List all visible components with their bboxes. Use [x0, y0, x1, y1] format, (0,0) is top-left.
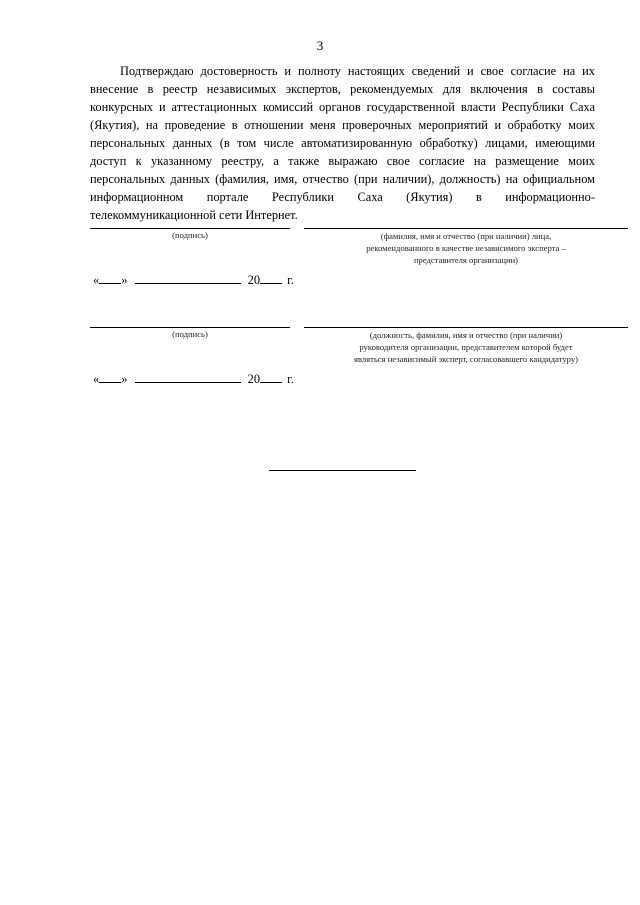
name-caption-line: рекомендованного в качестве независимого эксперта – [366, 243, 566, 253]
end-of-document-rule [269, 470, 416, 471]
close-quote: » [121, 372, 128, 386]
name-line[interactable] [304, 327, 628, 328]
name-caption [304, 329, 628, 365]
year-suffix: г. [287, 372, 294, 386]
signature-line[interactable] [90, 228, 290, 229]
month-blank[interactable] [135, 272, 241, 284]
name-caption-line: являться независимый эксперт, согласовавшего кандидатуру) [353, 354, 579, 364]
name-line[interactable] [304, 228, 628, 229]
name-caption-line: (фамилия, имя и отчество (при наличии) лица, [380, 231, 552, 241]
year-prefix: 20 [247, 273, 261, 287]
page-number: 3 [316, 38, 324, 53]
year-suffix: г. [287, 273, 294, 287]
name-caption-line: представителя организации) [413, 255, 519, 265]
signature-block-head [90, 327, 630, 367]
signature-line[interactable] [90, 327, 290, 328]
name-caption [304, 230, 628, 266]
name-caption-line: руководителя организации, представителем которой будет [359, 342, 573, 352]
close-quote: » [121, 273, 128, 287]
year-blank[interactable] [260, 272, 282, 284]
day-blank[interactable] [99, 272, 121, 284]
signature-block-applicant [90, 228, 630, 268]
signature-caption: (подпись) [172, 230, 208, 240]
day-blank[interactable] [99, 371, 121, 383]
month-blank[interactable] [135, 371, 241, 383]
name-caption-line: (должность, фамилия, имя и отчество (при наличии) [369, 330, 563, 340]
year-blank[interactable] [260, 371, 282, 383]
date-row-head [93, 371, 294, 386]
date-row-applicant [93, 272, 294, 287]
open-quote: « [93, 273, 100, 287]
year-prefix: 20 [247, 372, 261, 386]
consent-paragraph: Подтверждаю достоверность и полноту настоящих сведений и свое согласие на их внесение в реестр независимых экспертов, рекомендуемых для включения в составы конкурсных и аттестационных комиссий органов государственной власти Республики Саха (Якутия), на проведение в отношении меня проверочных мероприятий и обработку моих персональных данных (в том числе автоматизированную обработку) лицами, имеющими доступ к указанному реестру, а также выражаю свое согласие на размещение моих персональных данных (фамилия, имя, отчество (при наличии), должность) на официальном информационном портале Республики Саха (Якутия) в информационно-телекоммуникационной сети Интернет. [90, 64, 595, 222]
open-quote: « [93, 372, 100, 386]
signature-caption: (подпись) [172, 329, 208, 339]
